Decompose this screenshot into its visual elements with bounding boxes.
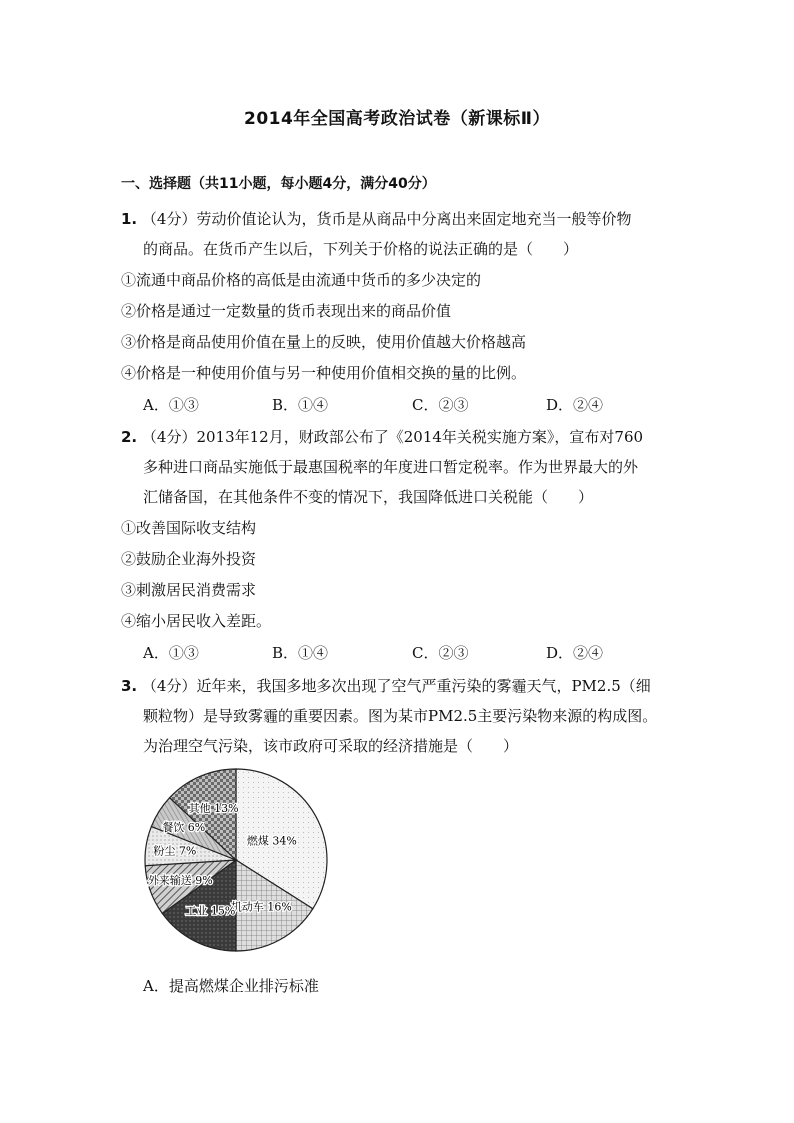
pie-label-外来输送: 外来输送 9% bbox=[147, 874, 213, 887]
q2-option-c[interactable]: C．②③ bbox=[412, 644, 469, 662]
pie-label-机动车: 机动车 16% bbox=[230, 900, 292, 914]
q1-option-d[interactable]: D．②④ bbox=[546, 396, 604, 414]
pm25-source-pie-chart bbox=[136, 755, 336, 970]
q2-item-4: ④缩小居民收入差距。 bbox=[121, 612, 272, 630]
q2-option-d[interactable]: D．②④ bbox=[546, 644, 604, 662]
q2-line1 bbox=[121, 426, 643, 447]
q3-line3: 为治理空气污染，该市政府可采取的经济措施是（ ） bbox=[143, 737, 519, 755]
q1-item-2: ②价格是通过一定数量的货币表现出来的商品价值 bbox=[121, 302, 452, 320]
section-heading: 一、选择题（共11小题，每小题4分，满分40分） bbox=[121, 176, 436, 192]
q2-item-3: ③刺激居民消费需求 bbox=[121, 581, 257, 599]
q2-option-a[interactable]: A．①③ bbox=[143, 644, 199, 662]
q1-number: 1. bbox=[121, 210, 138, 228]
q1-text-1: （4分）劳动价值论认为，货币是从商品中分离出来固定地充当一般等价物 bbox=[141, 210, 632, 228]
q1-item-4: ④价格是一种使用价值与另一种使用价值相交换的量的比例。 bbox=[121, 364, 527, 382]
q1-option-c[interactable]: C．②③ bbox=[412, 396, 469, 414]
q1-item-1: ①流通中商品价格的高低是由流通中货币的多少决定的 bbox=[121, 271, 482, 289]
pie-label-燃煤: 燃煤 34% bbox=[246, 834, 297, 848]
q3-line2: 颗粒物）是导致雾霾的重要因素。图为某市PM2.5主要污染物来源的构成图。 bbox=[143, 707, 658, 725]
q1-line2: 的商品。在货币产生以后，下列关于价格的说法正确的是（ ） bbox=[143, 240, 579, 258]
q3-number: 3. bbox=[121, 677, 138, 695]
q2-item-1: ①改善国际收支结构 bbox=[121, 519, 257, 537]
q2-line2: 多种进口商品实施低于最惠国税率的年度进口暂定税率。作为世界最大的外 bbox=[143, 458, 639, 476]
q2-option-b[interactable]: B．①④ bbox=[272, 644, 329, 662]
q3-option-a[interactable]: A．提高燃煤企业排污标准 bbox=[143, 977, 319, 995]
page-title: 2014年全国高考政治试卷（新课标Ⅱ） bbox=[243, 109, 550, 129]
q1-option-b[interactable]: B．①④ bbox=[272, 396, 329, 414]
pie-label-餐饮: 餐饮 6% bbox=[162, 820, 206, 834]
q2-text-1: （4分）2013年12月，财政部公布了《2014年关税实施方案》，宣布对760 bbox=[141, 428, 644, 446]
pie-label-粉尘: 粉尘 7% bbox=[153, 844, 197, 858]
q2-line3: 汇储备国，在其他条件不变的情况下，我国降低进口关税能（ ） bbox=[143, 488, 594, 506]
q1-item-3: ③价格是商品使用价值在量上的反映，使用价值越大价格越高 bbox=[121, 333, 527, 351]
q3-text-1: （4分）近年来，我国多地多次出现了空气严重污染的雾霾天气，PM2.5（细 bbox=[141, 677, 651, 695]
q2-number: 2. bbox=[121, 428, 138, 446]
q2-item-2: ②鼓励企业海外投资 bbox=[121, 550, 257, 568]
q1-option-a[interactable]: A．①③ bbox=[143, 396, 199, 414]
pie-label-其他: 其他 13% bbox=[188, 802, 239, 816]
q1-line1 bbox=[121, 208, 631, 229]
pie-label-工业: 工业 15% bbox=[185, 904, 236, 918]
q3-line1 bbox=[121, 675, 651, 696]
